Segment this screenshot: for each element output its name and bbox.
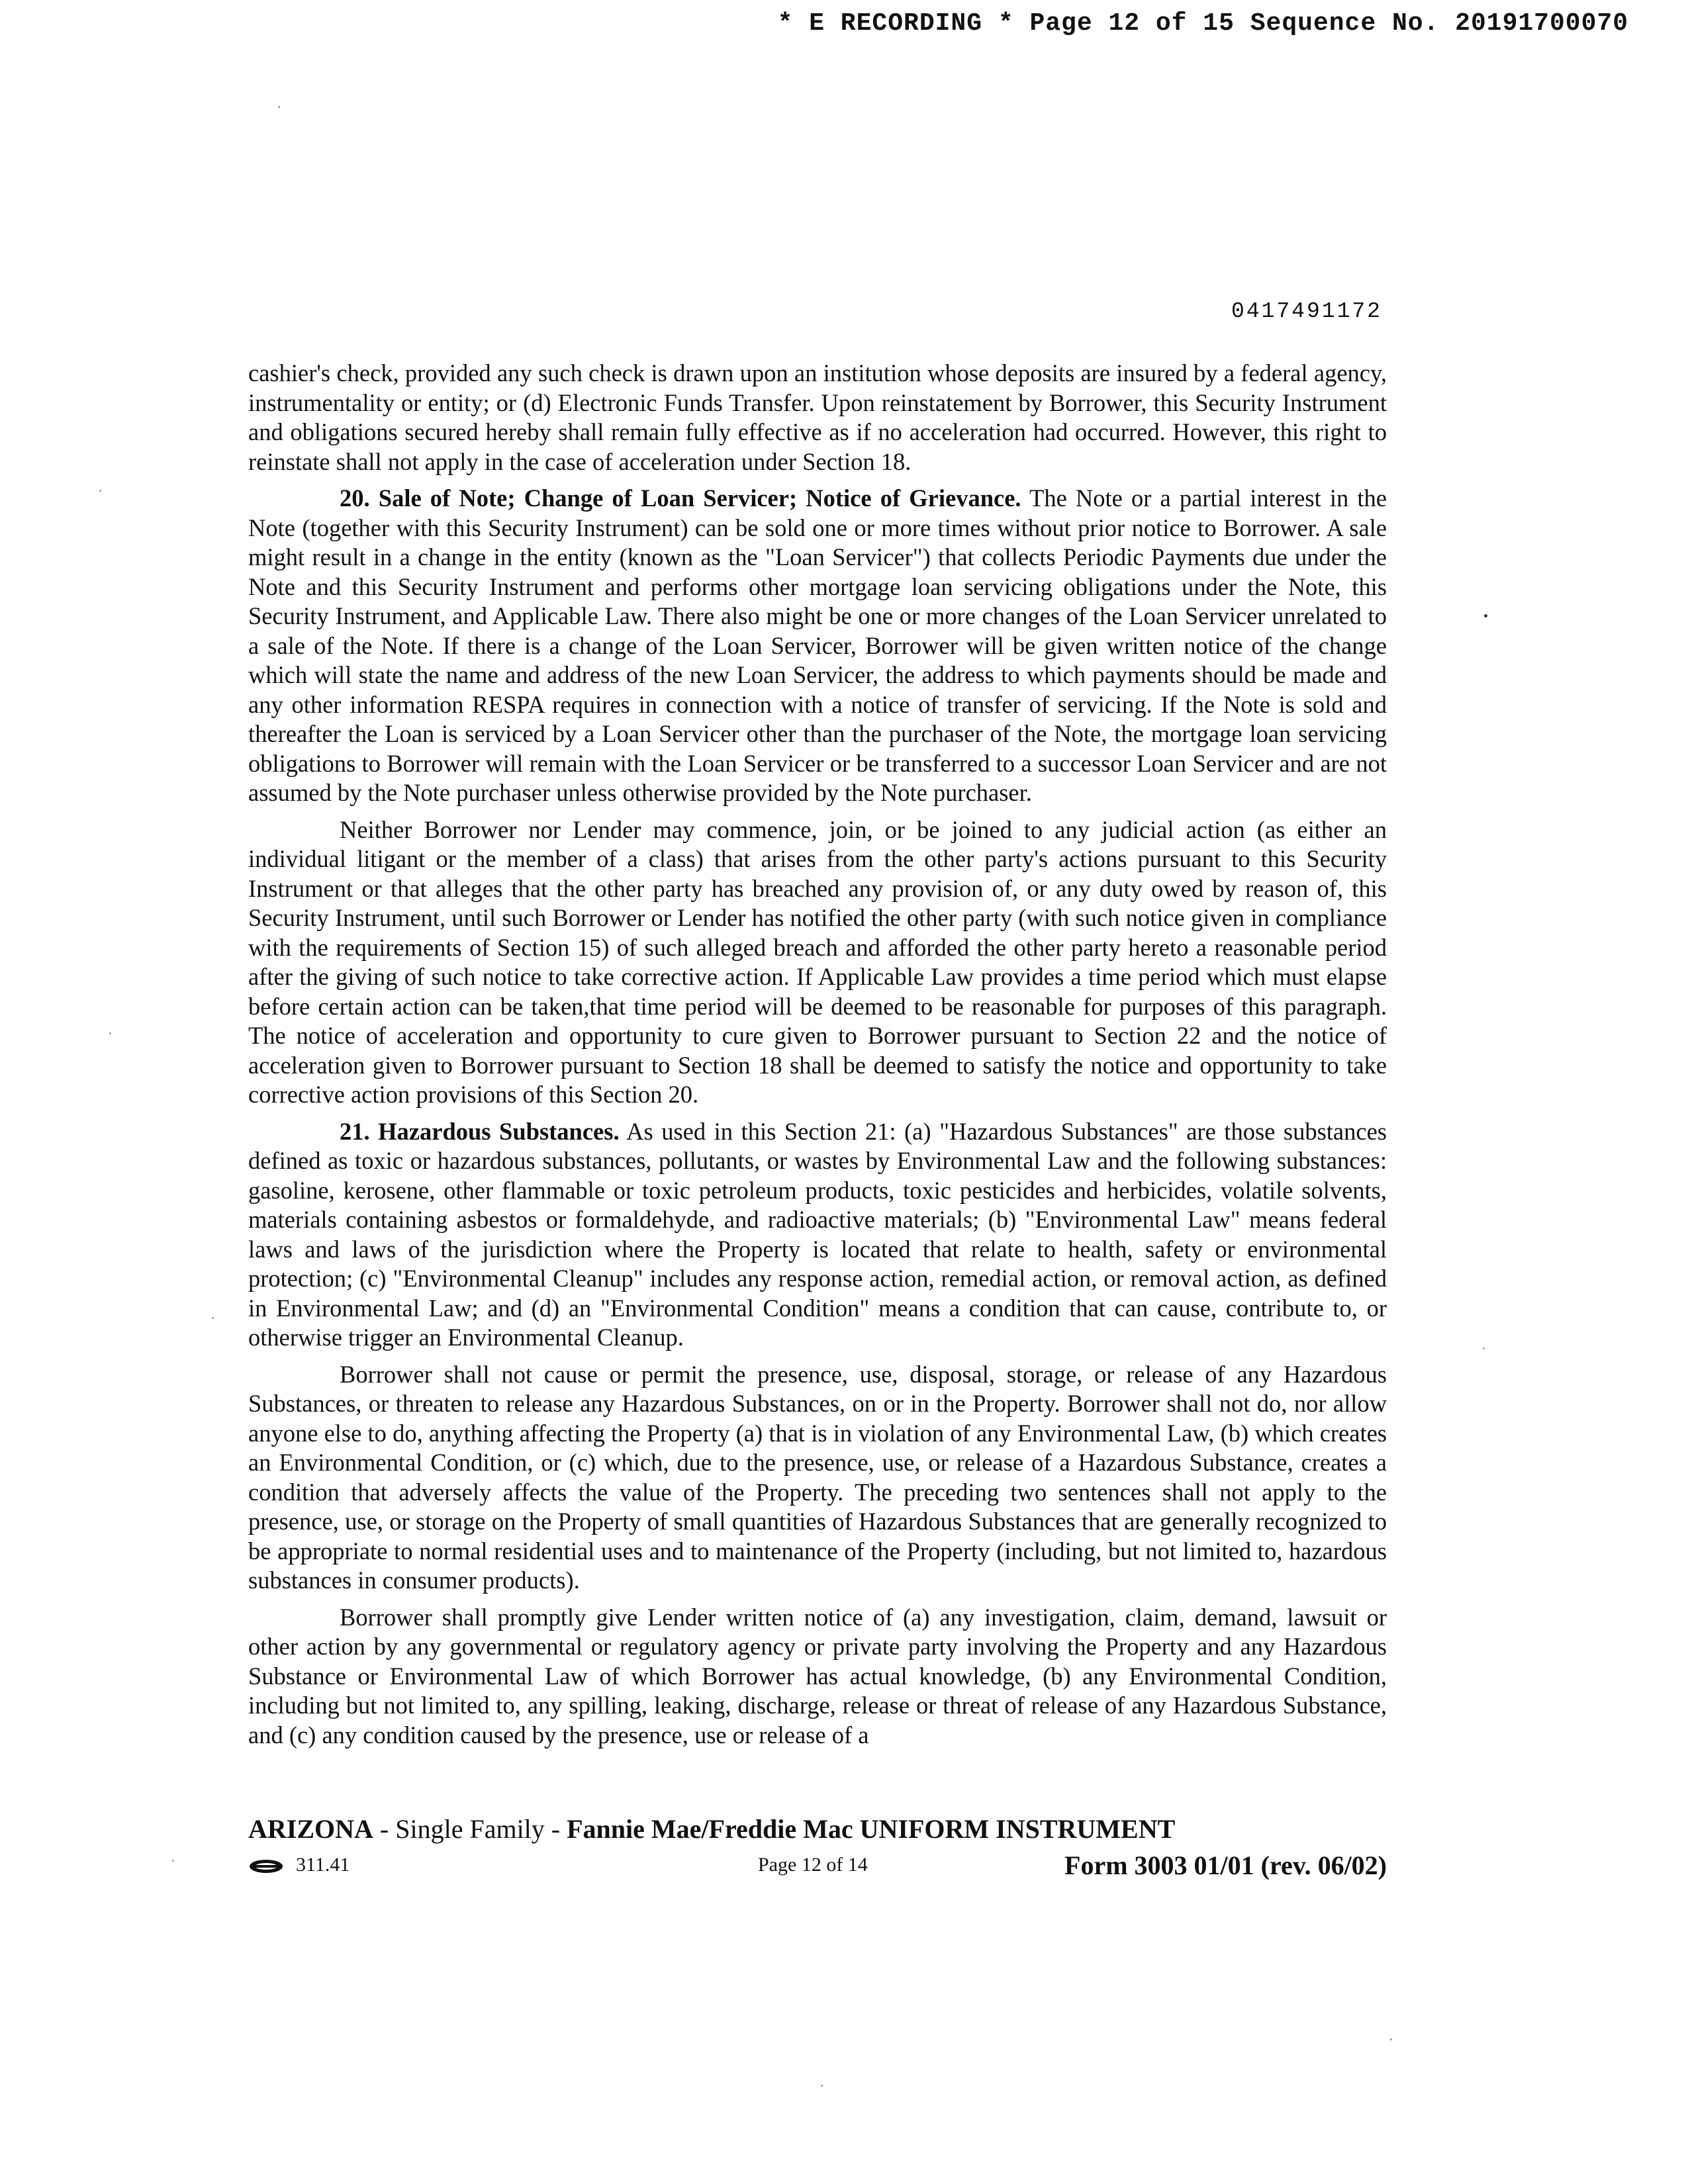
scan-speck: [1483, 1347, 1485, 1349]
footer-form-number: Form 3003 01/01 (rev. 06/02): [1064, 1850, 1387, 1880]
footer-form-code: 311.41: [296, 1854, 350, 1876]
loan-number: 0417491172: [1231, 299, 1382, 324]
paragraph-section-21: [248, 1117, 1387, 1353]
scan-speck: [212, 1317, 214, 1319]
footer-separator: - Single Family -: [373, 1814, 567, 1844]
scan-speck: [172, 1860, 174, 1862]
scan-speck: [109, 1032, 111, 1034]
footer-page-number: Page 12 of 14: [758, 1854, 868, 1876]
paragraph-reinstatement-continued: cashier's check, provided any such check is drawn upon an institution whose deposits are insured by a federal agency, instrumentality or entity; or (d) Electronic Funds Transfer. Upon reinstatement by Borrower, this Security Instrument and obligations secured hereby shall remain fully effective as if no acceleration had occurred. However, this right to reinstate shall not apply in the case of acceleration under Section 18.: [248, 359, 1387, 475]
paragraph-section-20-notice: Neither Borrower nor Lender may commence, join, or be joined to any judicial action (as either an individual litigant or the member of a class) that arises from the other party's actions pursuant to this Security Instrument or that alleges that the other party has breached any provision of, or any duty owed by reason of, this Security Instrument, until such Borrower or Lender has notified the other party (with such notice given in compliance with the requirements of Section 15) of such alleged breach and afforded the other party hereto a reasonable period after the giving of such notice to take corrective action. If Applicable Law provides a time period which must elapse before certain action can be taken,that time period will be deemed to be reasonable for purposes of this paragraph. The notice of acceleration and opportunity to cure given to Borrower pursuant to Section 22 and the notice of acceleration given to Borrower pursuant to Section 18 shall be deemed to satisfy the notice and opportunity to take corrective action provisions of this Section 20.: [248, 815, 1387, 1108]
footer-form-code-group: [248, 1854, 350, 1876]
scan-speck: [1484, 614, 1487, 617]
paragraph-section-21-restrictions: Borrower shall not cause or permit the presence, use, disposal, storage, or release of any Hazardous Substances, or threaten to release any Hazardous Substances, on or in the Property. Borrower shall not do, nor allow anyone else to do, anything affecting the Property (a) that is in violation of any Environmental Law, (b) which creates an Environmental Condition, or (c) which, due to the presence, use, or release of a Hazardous Substance, creates a condition that adversely affects the value of the Property. The preceding two sentences shall not apply to the presence, use, or storage on the Property of small quantities of Hazardous Substances that are generally recognized to be appropriate to normal residential uses and to maintenance of the Property (including, but not limited to, hazardous substances in consumer products).: [248, 1360, 1387, 1594]
paragraph-section-21-notice: Borrower shall promptly give Lender written notice of (a) any investigation, claim, demand, lawsuit or other action by any governmental or regulatory agency or private party involving the Property and any Hazardous Substance or Environmental Law of which Borrower has actual knowledge, (b) any Environmental Condition, including but not limited to, any spilling, leaking, discharge, release or threat of release of any Hazardous Substance, and (c) any condition caused by the presence, use or release of a: [248, 1603, 1387, 1749]
scan-speck: [821, 2085, 823, 2087]
scan-speck: [278, 106, 280, 108]
scan-speck: [1390, 2038, 1392, 2040]
section-21-title: 21. Hazardous Substances.: [340, 1117, 620, 1145]
recording-header: * E RECORDING * Page 12 of 15 Sequence No. 20191700070: [777, 9, 1628, 38]
footer-meta: [248, 1850, 1387, 1883]
section-21-text: As used in this Section 21: (a) "Hazardous Substances" are those substances defined as toxic or hazardous substances, pollutants, or wastes by Environmental Law and the following substances: gasoline, kerosene, other flammable or toxic petroleum products, toxic pesticides and herbicides, volatile solvents, materials containing asbestos or formaldehyde, and radioactive materials; (b) "Environmental Law" means federal laws and laws of the jurisdiction where the Property is located that relate to health, safety or environmental protection; (c) "Environmental Cleanup" includes any response action, remedial action, or removal action, as defined in Environmental Law; and (d) an "Environmental Condition" means a condition that can cause, contribute to, or otherwise trigger an Environmental Cleanup.: [248, 1117, 1387, 1351]
section-20-title: 20. Sale of Note; Change of Loan Servicer; Notice of Grievance.: [340, 484, 1021, 512]
footer-form-title: [248, 1813, 1175, 1844]
document-body: [248, 359, 1387, 1757]
section-20-text: The Note or a partial interest in the Note (together with this Security Instrument) can be sold one or more times without prior notice to Borrower. A sale might result in a change in the entity (known as the "Loan Servicer") that collects Periodic Payments due under the Note and this Security Instrument and performs other mortgage loan servicing obligations under the Note, this Security Instrument, and Applicable Law. There also might be one or more changes of the Loan Servicer unrelated to a sale of the Note. If there is a change of the Loan Servicer, Borrower will be given written notice of the change which will state the name and address of the new Loan Servicer, the address to which payments should be made and any other information RESPA requires in connection with a notice of transfer of servicing. If the Note is sold and thereafter the Loan is serviced by a Loan Servicer other than the purchaser of the Note, the mortgage loan servicing obligations to Borrower will remain with the Loan Servicer or be transferred to a successor Loan Servicer and are not assumed by the Note purchaser unless otherwise provided by the Note purchaser.: [248, 484, 1387, 806]
footer-state: ARIZONA: [248, 1814, 373, 1844]
paragraph-section-20: [248, 484, 1387, 808]
vmp-logo-icon: [248, 1858, 284, 1874]
scan-speck: [99, 490, 101, 492]
footer-instrument: Fannie Mae/Freddie Mac UNIFORM INSTRUMENT: [567, 1814, 1176, 1844]
